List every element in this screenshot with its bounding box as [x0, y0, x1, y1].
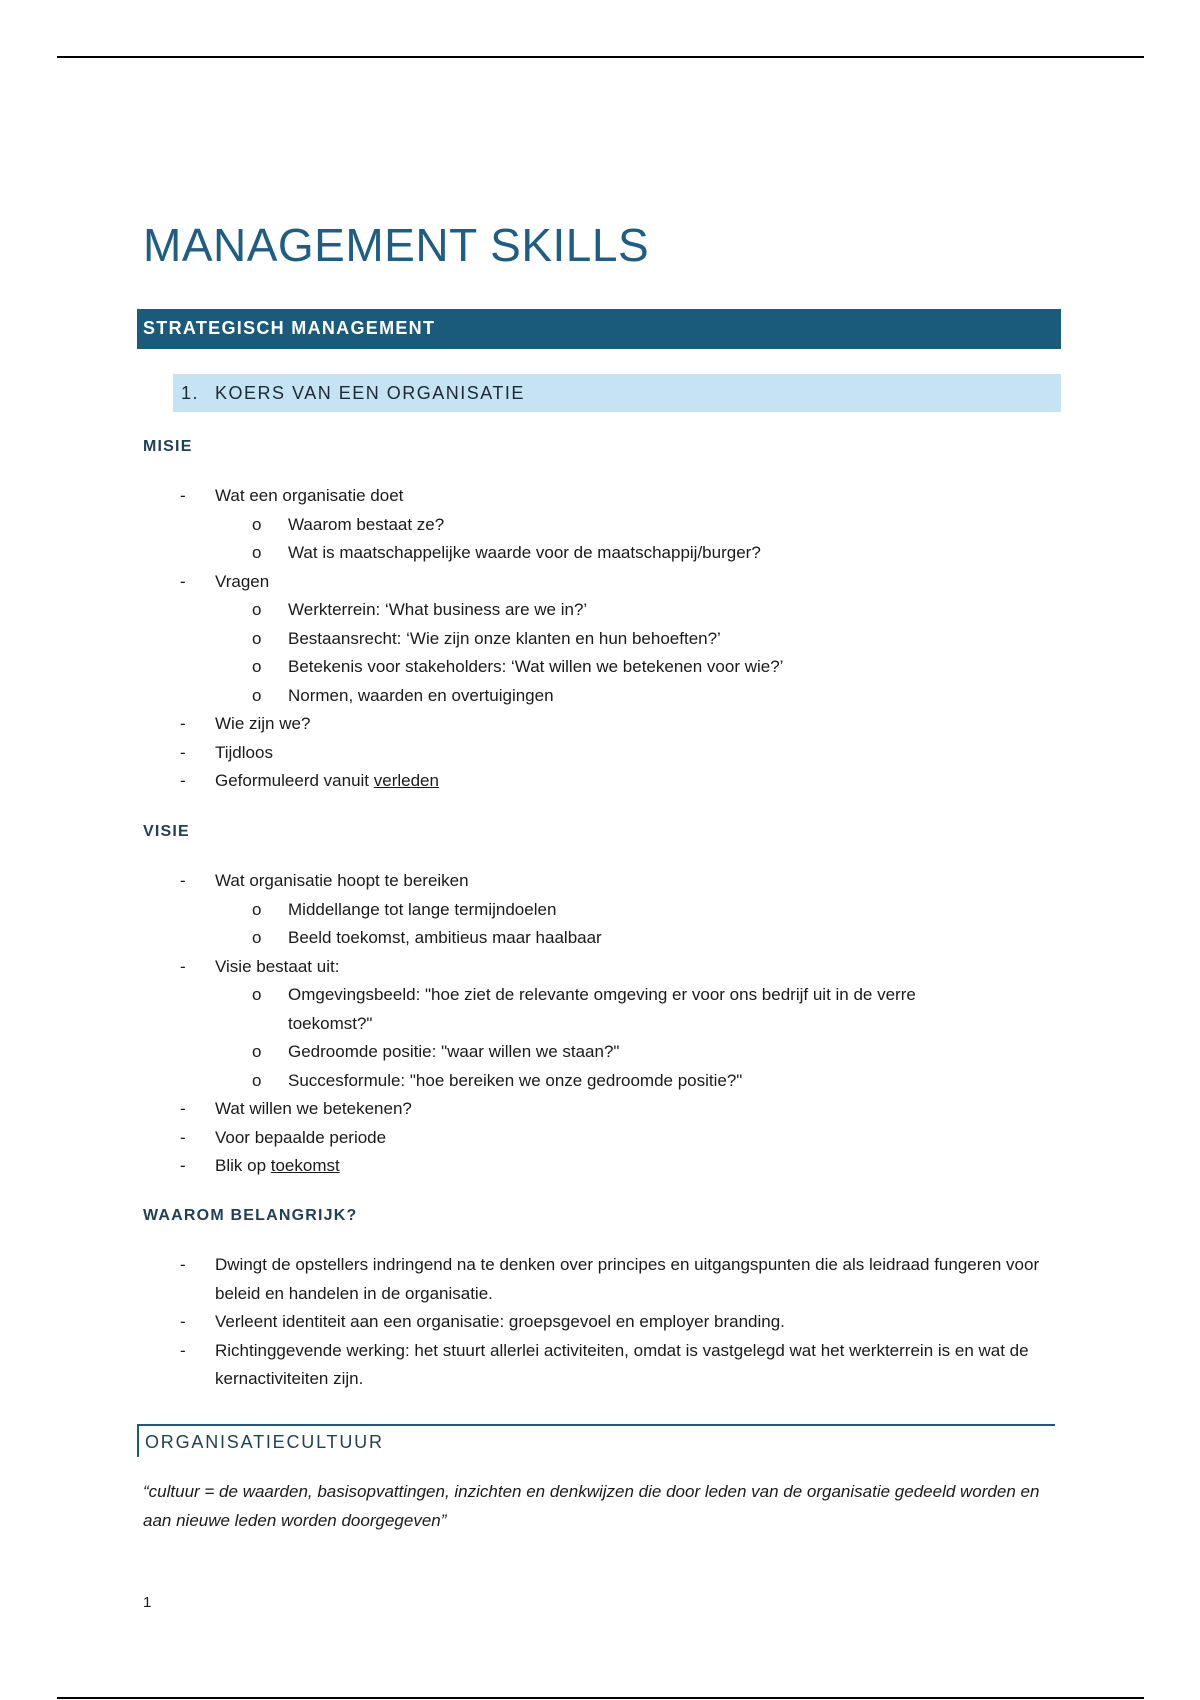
- list-item: - Tijdloos: [180, 742, 273, 762]
- cultuur-quote: “cultuur = de waarden, basisopvattingen, inzichten en denkwijzen die door leden van de organisatie gedeeld worden en aan nieuwe leden worden doorgegeven”: [143, 1482, 1040, 1530]
- visie-list: [0, 867, 978, 1181]
- list-item: - Dwingt de opstellers indringend na te denken over principes en uitgangspunten die als leidraad fungeren voor beleid en handelen in de organisatie.: [180, 1255, 1040, 1303]
- list-item: o Middellange tot lange termijndoelen: [252, 899, 557, 919]
- waarom-list: [0, 1251, 1055, 1394]
- list-item: o Normen, waarden en overtuigingen: [252, 685, 554, 705]
- waarom-heading: WAAROM BELANGRIJK?: [143, 1207, 358, 1224]
- visie-heading: VISIE: [143, 823, 190, 840]
- header-rule: [57, 56, 1144, 58]
- list-item: o Gedroomde positie: "waar willen we staan?": [252, 1042, 620, 1061]
- section-number: 1.: [181, 383, 200, 403]
- list-item: - Blik op toekomst: [180, 1156, 340, 1175]
- list-item: - Visie bestaat uit:: [180, 956, 340, 976]
- misie-heading: MISIE: [143, 438, 193, 455]
- list-item: o Werkterrein: ‘What business are we in?’: [252, 600, 588, 619]
- list-item: o Omgevingsbeeld: "hoe ziet de relevante omgeving er voor ons bedrijf uit in de verre toekomst?": [252, 985, 916, 1033]
- list-item: - Wat een organisatie doet: [180, 486, 404, 505]
- list-item: - Wie zijn we?: [180, 714, 311, 733]
- list-item: - Verleent identiteit aan een organisatie: groepsgevoel en employer branding.: [180, 1312, 785, 1331]
- list-item: o Betekenis voor stakeholders: ‘Wat willen we betekenen voor wie?’: [252, 657, 784, 676]
- list-item: o Wat is maatschappelijke waarde voor de maatschappij/burger?: [252, 543, 761, 562]
- list-item: - Wat organisatie hoopt te bereiken: [180, 871, 469, 890]
- underlined-word: verleden: [373, 771, 439, 790]
- list-item: - Wat willen we betekenen?: [180, 1099, 412, 1118]
- list-item: o Beeld toekomst, ambitieus maar haalbaar: [252, 928, 602, 947]
- list-item: o Waarom bestaat ze?: [252, 514, 445, 534]
- misie-list: [0, 482, 783, 796]
- chapter-heading: STRATEGISCH MANAGEMENT: [137, 309, 1061, 349]
- list-item: - Richtinggevende werking: het stuurt allerlei activiteiten, omdat is vastgelegd wat het werkterrein is en wat de kernactiviteiten zijn.: [180, 1340, 1029, 1388]
- list-item: - Geformuleerd vanuit verleden: [180, 771, 439, 790]
- footer-rule: [57, 1697, 1144, 1699]
- page-number: 1: [143, 1594, 152, 1611]
- list-item: - Voor bepaalde periode: [180, 1127, 387, 1147]
- list-item: - Vragen: [180, 571, 270, 591]
- section-heading: [173, 374, 1061, 412]
- list-item: o Succesformule: "hoe bereiken we onze gedroomde positie?": [252, 1070, 743, 1090]
- document-title: MANAGEMENT SKILLS: [143, 219, 650, 271]
- underlined-word: toekomst: [270, 1156, 340, 1175]
- section-title: KOERS VAN EEN ORGANISATIE: [215, 383, 525, 403]
- list-item: o Bestaansrecht: ‘Wie zijn onze klanten en hun behoeften?’: [252, 628, 721, 648]
- cultuur-heading: ORGANISATIECULTUUR: [137, 1424, 1055, 1457]
